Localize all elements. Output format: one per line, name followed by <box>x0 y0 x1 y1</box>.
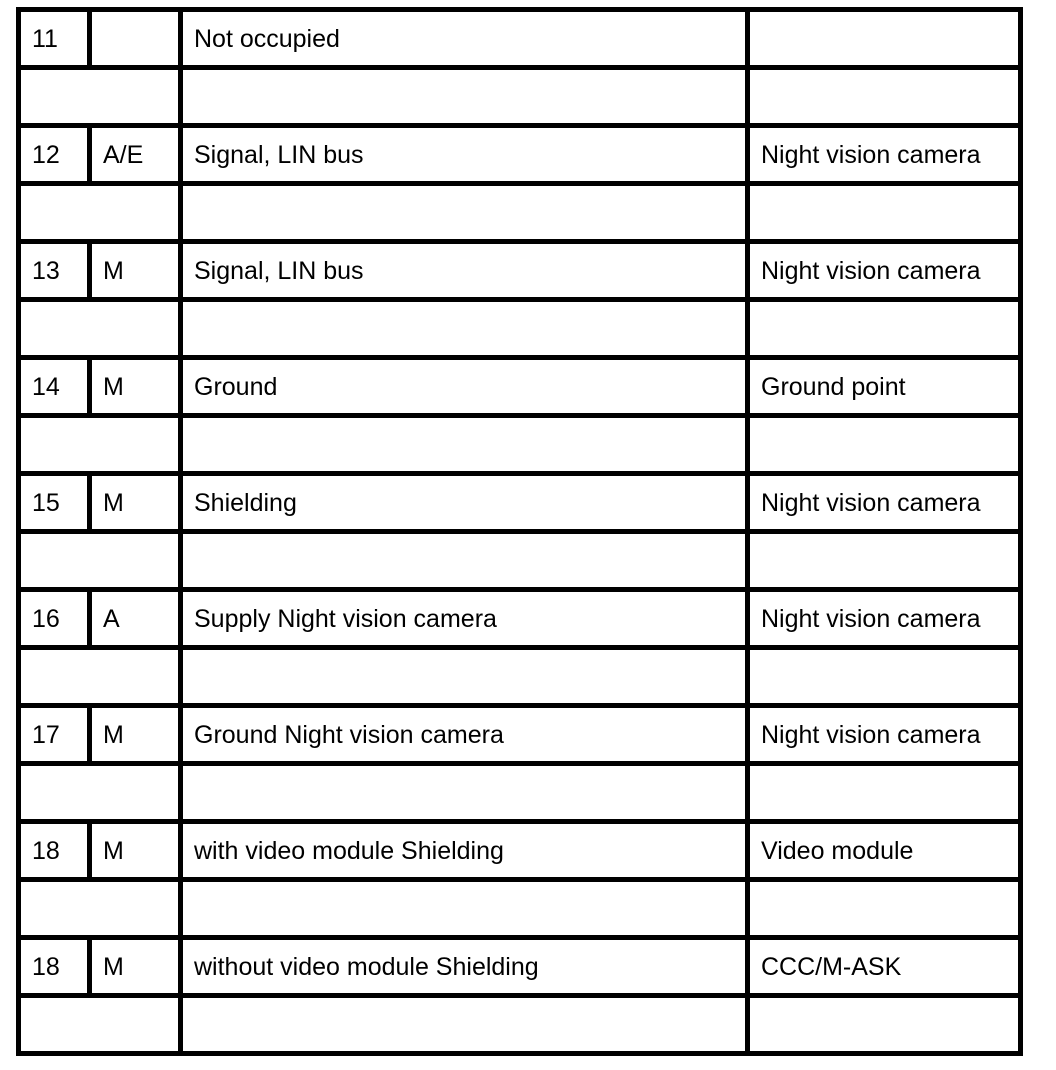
description-cell: Not occupied <box>181 10 748 68</box>
spacer-row <box>19 764 1021 822</box>
table-row <box>19 706 1021 764</box>
spacer-cell <box>181 996 748 1054</box>
signal-type-cell: A/E <box>90 126 181 184</box>
spacer-cell <box>19 300 181 358</box>
signal-type-cell: M <box>90 358 181 416</box>
table-row <box>19 358 1021 416</box>
signal-type-cell: A <box>90 590 181 648</box>
connection-cell: Video module <box>748 822 1021 880</box>
spacer-row <box>19 184 1021 242</box>
table-row <box>19 938 1021 996</box>
spacer-cell <box>19 416 181 474</box>
spacer-cell <box>19 996 181 1054</box>
spacer-cell <box>748 300 1021 358</box>
spacer-cell <box>181 764 748 822</box>
spacer-cell <box>19 68 181 126</box>
connection-cell: Night vision camera <box>748 126 1021 184</box>
spacer-row <box>19 300 1021 358</box>
spacer-cell <box>748 764 1021 822</box>
spacer-cell <box>748 184 1021 242</box>
table-row <box>19 474 1021 532</box>
signal-type-cell: M <box>90 938 181 996</box>
spacer-cell <box>181 532 748 590</box>
spacer-row <box>19 996 1021 1054</box>
spacer-cell <box>181 300 748 358</box>
pin-number-cell: 18 <box>19 822 90 880</box>
pin-number-cell: 12 <box>19 126 90 184</box>
connection-cell: Night vision camera <box>748 474 1021 532</box>
table-row <box>19 590 1021 648</box>
spacer-cell <box>181 68 748 126</box>
spacer-cell <box>748 416 1021 474</box>
table-row <box>19 126 1021 184</box>
spacer-cell <box>748 880 1021 938</box>
spacer-cell <box>748 68 1021 126</box>
description-cell: Ground Night vision camera <box>181 706 748 764</box>
description-cell: Signal, LIN bus <box>181 126 748 184</box>
pin-number-cell: 11 <box>19 10 90 68</box>
description-cell: Supply Night vision camera <box>181 590 748 648</box>
spacer-row <box>19 648 1021 706</box>
signal-type-cell: M <box>90 474 181 532</box>
connection-cell: CCC/M-ASK <box>748 938 1021 996</box>
signal-type-cell: M <box>90 242 181 300</box>
spacer-cell <box>181 184 748 242</box>
spacer-row <box>19 416 1021 474</box>
pin-number-cell: 18 <box>19 938 90 996</box>
spacer-cell <box>181 416 748 474</box>
pin-number-cell: 13 <box>19 242 90 300</box>
pin-number-cell: 15 <box>19 474 90 532</box>
description-cell: Ground <box>181 358 748 416</box>
spacer-cell <box>181 648 748 706</box>
description-cell: without video module Shielding <box>181 938 748 996</box>
spacer-cell <box>19 764 181 822</box>
spacer-cell <box>19 880 181 938</box>
description-cell: Signal, LIN bus <box>181 242 748 300</box>
signal-type-cell: M <box>90 822 181 880</box>
spacer-row <box>19 68 1021 126</box>
connection-cell: Ground point <box>748 358 1021 416</box>
pin-number-cell: 14 <box>19 358 90 416</box>
table-row <box>19 822 1021 880</box>
connection-cell: Night vision camera <box>748 242 1021 300</box>
signal-type-cell <box>90 10 181 68</box>
signal-type-cell: M <box>90 706 181 764</box>
spacer-cell <box>19 184 181 242</box>
pin-number-cell: 16 <box>19 590 90 648</box>
spacer-row <box>19 532 1021 590</box>
table-row <box>19 242 1021 300</box>
spacer-row <box>19 880 1021 938</box>
pin-number-cell: 17 <box>19 706 90 764</box>
spacer-cell <box>19 648 181 706</box>
spacer-cell <box>748 996 1021 1054</box>
pin-assignment-table <box>16 7 1023 1056</box>
description-cell: with video module Shielding <box>181 822 748 880</box>
spacer-cell <box>748 648 1021 706</box>
spacer-cell <box>19 532 181 590</box>
spacer-cell <box>748 532 1021 590</box>
spacer-cell <box>181 880 748 938</box>
connection-cell <box>748 10 1021 68</box>
description-cell: Shielding <box>181 474 748 532</box>
connection-cell: Night vision camera <box>748 590 1021 648</box>
connection-cell: Night vision camera <box>748 706 1021 764</box>
table-row <box>19 10 1021 68</box>
